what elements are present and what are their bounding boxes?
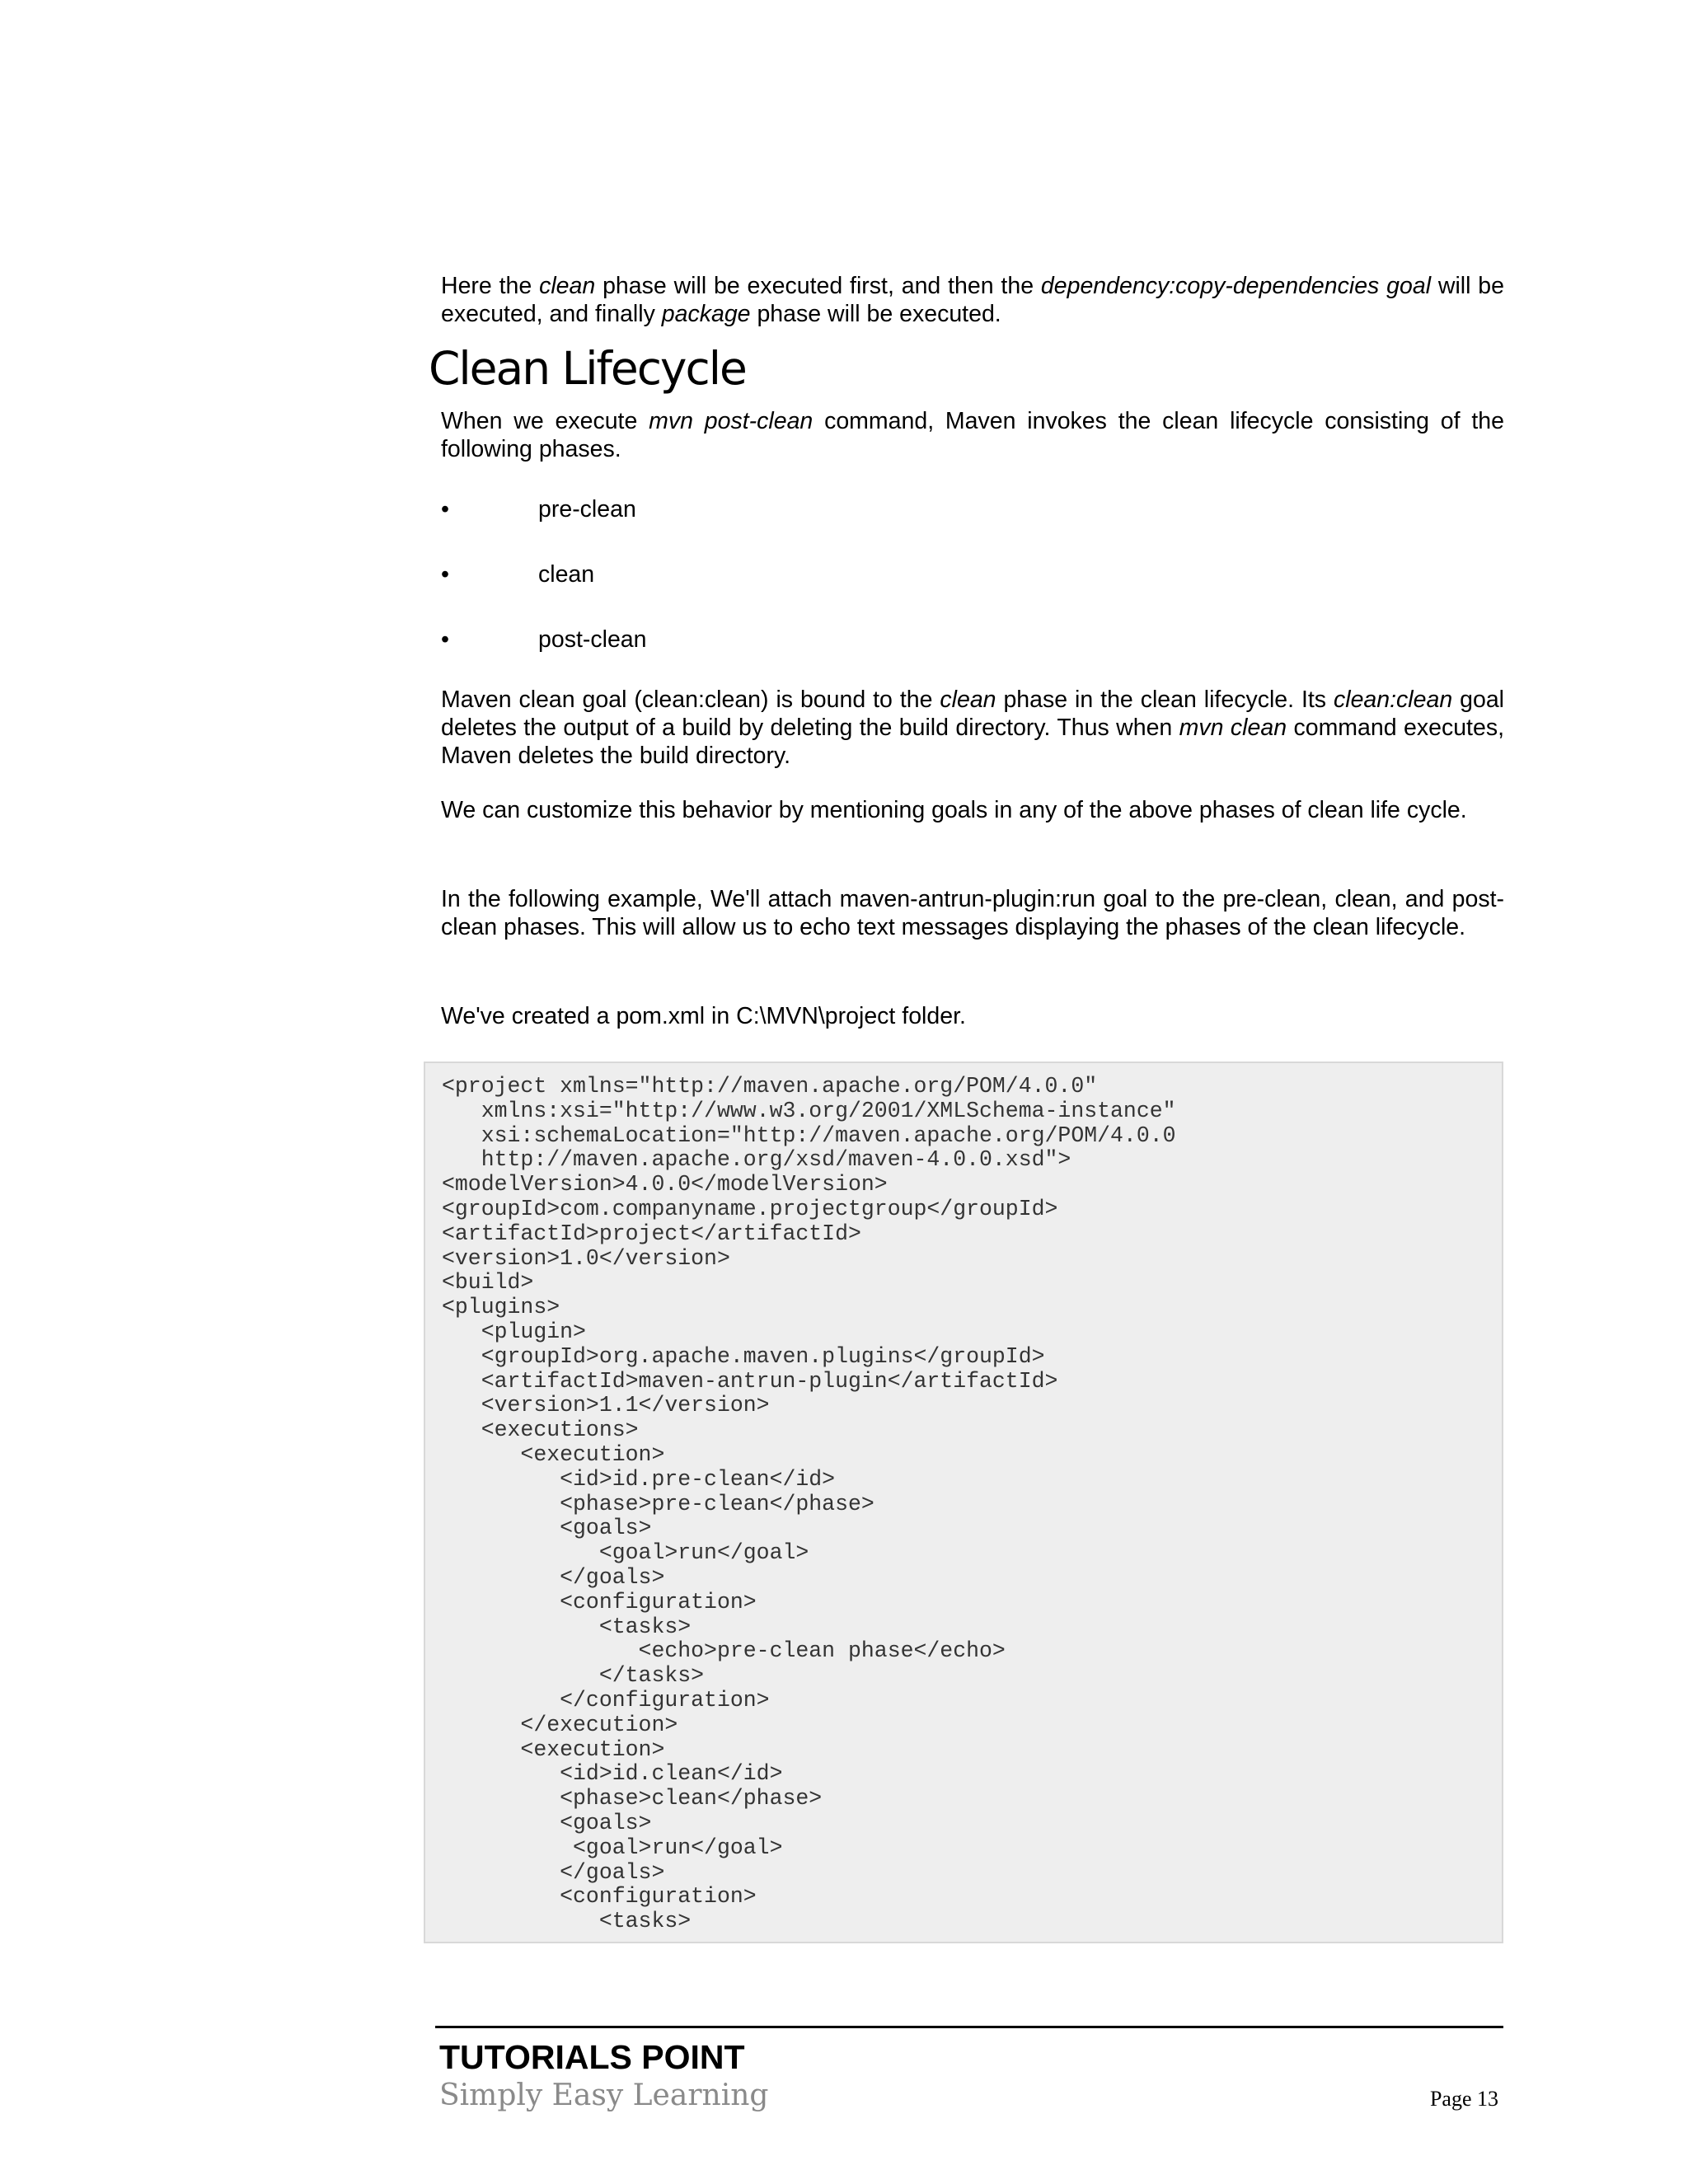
footer-tagline: Simply Easy Learning: [439, 2079, 769, 2112]
phase-label: post-clean: [538, 626, 647, 653]
pom-location-paragraph: We've created a pom.xml in C:\MVN\project folder.: [441, 1003, 966, 1029]
footer-brand: TUTORIALS POINT: [439, 2038, 745, 2076]
footer-divider: [435, 2026, 1503, 2028]
phase-label: clean: [538, 561, 595, 588]
bullet-icon: •: [441, 626, 449, 653]
bullet-icon: •: [441, 561, 449, 588]
pom-xml-code: <project xmlns="http://maven.apache.org/POM/4.0.0" xmlns:xsi="http://www.w3.org/2001/XMLSchema-instance" xsi:schemaLocation="http://maven.apache.org/POM/4.0.0 http://maven.apache.org/xsd/maven-4.0.0.xsd"> <modelVersion>4.0.0</modelVersion> <groupId>com.companyname.projectgroup</groupId> <artifactId>project</artifactId> <version>1.0</version> <build> <plugins> <plugin> <groupId>org.apache.maven.plugins</groupId> <artifactId>maven-antrun-plugin</artifactId> <version>1.1</version> <executions> <execution> <id>id.pre-clean</id> <phase>pre-clean</phase> <goals> <goal>run</goal> </goals> <configuration> <tasks> <echo>pre-clean phase</echo> </tasks> </configuration> </execution> <execution> <id>id.clean</id> <phase>clean</phase> <goals> <goal>run</goal> </goals> <configuration> <tasks>: [442, 1074, 1176, 1934]
lifecycle-intro-paragraph: When we execute mvn post-clean command, Maven invokes the clean lifecycle consisting of the following phases.: [441, 408, 1504, 462]
list-item: [441, 493, 1504, 526]
code-block: [424, 1062, 1503, 1943]
section-heading: Clean Lifecycle: [429, 342, 746, 395]
bullet-icon: •: [441, 496, 449, 523]
example-paragraph: In the following example, We'll attach maven-antrun-plugin:run goal to the pre-clean, clean, and post-clean phases. This will allow us to echo text messages displaying the phases of the clean lifecycle.: [441, 886, 1504, 940]
list-item: [441, 623, 1504, 656]
phase-label: pre-clean: [538, 496, 636, 523]
page-number: Page 13: [1429, 2087, 1498, 2111]
list-item: [441, 558, 1504, 591]
customize-paragraph: We can customize this behavior by mentioning goals in any of the above phases of clean life cycle.: [441, 797, 1467, 823]
clean-goal-paragraph: Maven clean goal (clean:clean) is bound to the clean phase in the clean lifecycle. Its clean:clean goal deletes the output of a build by deleting the build directory. Thus when mvn clean command executes, Maven deletes the build directory.: [441, 687, 1504, 769]
intro-paragraph: Here the clean phase will be executed first, and then the dependency:copy-dependencies goal will be executed, and finally package phase will be executed.: [441, 273, 1504, 327]
